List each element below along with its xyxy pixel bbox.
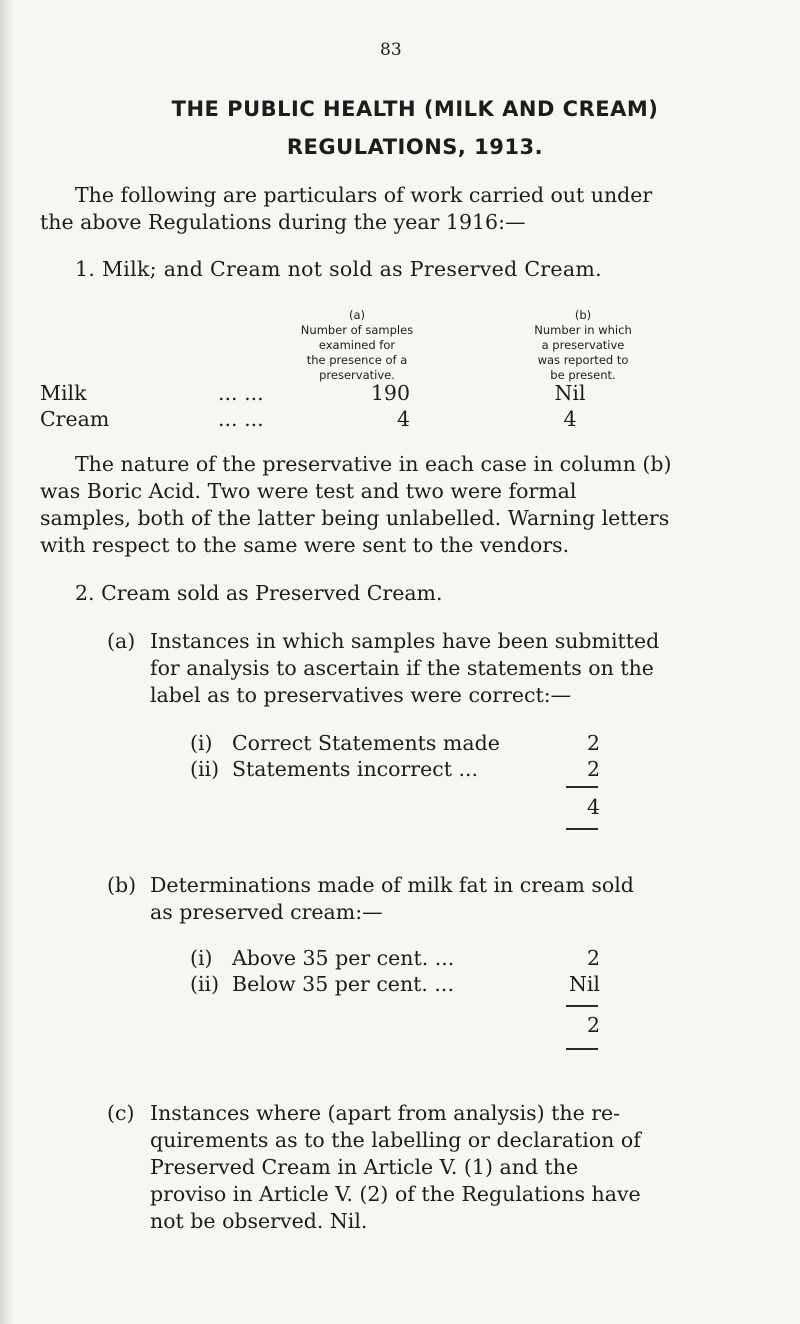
section-2a-line: for analysis to ascertain if the statements on the	[150, 656, 654, 680]
total-rule	[566, 1005, 598, 1007]
row-cream-value-a: 4	[396, 407, 410, 431]
total-rule	[566, 828, 598, 830]
row-milk-value-a: 190	[370, 381, 410, 405]
page-subtitle: REGULATIONS, 1913.	[286, 135, 544, 159]
section-2c-line: Instances where (apart from analysis) the re-	[150, 1101, 621, 1125]
column-a-label: (a)	[348, 308, 366, 322]
row-milk-label: Milk	[40, 381, 87, 405]
column-b-line: a preservative	[541, 338, 625, 352]
section-2a-line: Instances in which samples have been submitted	[150, 629, 660, 653]
note-line-3: samples, both of the latter being unlabelled. Warning letters	[40, 506, 670, 530]
section-2b-line: Determinations made of milk fat in cream sold	[150, 873, 634, 897]
column-b-line: Number in which	[534, 323, 632, 337]
section-2b-item-text: Below 35 per cent. ...	[232, 972, 454, 996]
section-2b-total: 2	[586, 1013, 600, 1037]
section-2c-line: quirements as to the labelling or declaration of	[150, 1128, 641, 1152]
column-b-header	[488, 308, 678, 383]
section-2a-item-text: Correct Statements made	[232, 731, 500, 755]
column-b-label: (b)	[574, 308, 592, 322]
column-a-line: Number of samples	[300, 323, 414, 337]
intro-line-1: The following are particulars of work carried out under	[75, 183, 653, 207]
section-2c-line: proviso in Article V. (2) of the Regulations have	[150, 1182, 641, 1206]
intro-line-2: the above Regulations during the year 1916:—	[40, 210, 526, 234]
section-2a-label: (a)	[107, 629, 136, 653]
section-2a-item-text: Statements incorrect ...	[232, 757, 479, 781]
row-cream-value-b: 4	[563, 407, 577, 431]
row-cream-label: Cream	[40, 407, 110, 431]
note-line-2: was Boric Acid. Two were test and two were formal	[40, 479, 577, 503]
column-b-line: be present.	[550, 368, 616, 382]
section-2-heading: 2. Cream sold as Preserved Cream.	[75, 581, 443, 605]
section-2a-line: label as to preservatives were correct:—	[150, 683, 572, 707]
section-1-heading: 1. Milk; and Cream not sold as Preserved Cream.	[75, 257, 602, 281]
section-2a-item-value: 2	[586, 731, 600, 755]
note-line-1: The nature of the preservative in each case in column (b)	[75, 452, 672, 476]
section-2c-label: (c)	[107, 1101, 135, 1125]
binding-shadow	[0, 0, 14, 1324]
section-2b-label: (b)	[107, 873, 137, 897]
section-2b-item-label: (ii)	[190, 972, 220, 996]
row-milk-leader: ... ...	[218, 381, 264, 405]
page-number: 83	[380, 40, 402, 60]
column-a-line: preservative.	[319, 368, 395, 382]
section-2b-line: as preserved cream:—	[150, 900, 383, 924]
section-2b-item-label: (i)	[190, 946, 213, 970]
column-a-line: the presence of a	[306, 353, 408, 367]
section-2b-item-value: 2	[586, 946, 600, 970]
section-2b-item-text: Above 35 per cent. ...	[232, 946, 455, 970]
row-cream-leader: ... ...	[218, 407, 264, 431]
section-2c-line: Preserved Cream in Article V. (1) and the	[150, 1155, 579, 1179]
note-line-4: with respect to the same were sent to the vendors.	[40, 533, 570, 557]
section-2c-line: not be observed. Nil.	[150, 1209, 368, 1233]
section-2a-item-label: (i)	[190, 731, 213, 755]
section-2a-total: 4	[586, 795, 600, 819]
column-a-line: examined for	[318, 338, 396, 352]
total-rule	[566, 1048, 598, 1050]
page-title: THE PUBLIC HEALTH (MILK AND CREAM)	[171, 97, 659, 121]
section-2b-item-value: Nil	[568, 972, 600, 996]
column-b-line: was reported to	[537, 353, 629, 367]
section-2a-item-value: 2	[586, 757, 600, 781]
row-milk-value-b: Nil	[554, 381, 586, 405]
total-rule	[566, 786, 598, 788]
section-2a-item-label: (ii)	[190, 757, 220, 781]
column-a-header	[262, 308, 452, 383]
